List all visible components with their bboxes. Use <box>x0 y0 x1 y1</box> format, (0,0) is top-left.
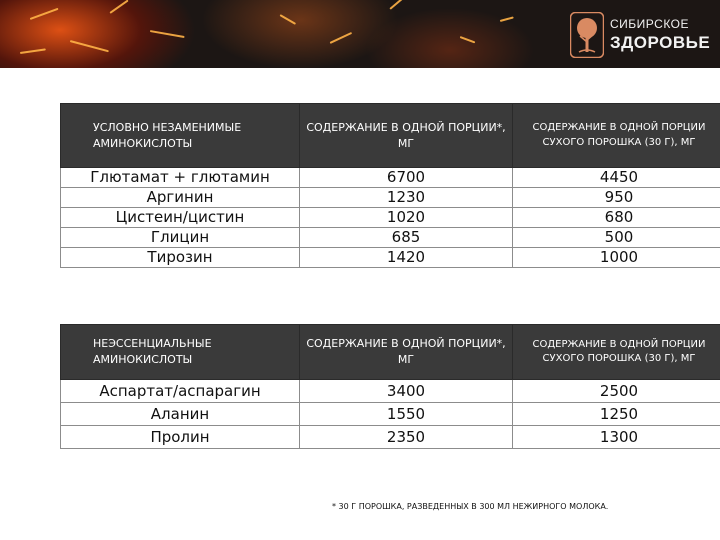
per-serving-value: 6700 <box>300 168 513 188</box>
amino-acid-name: Аланин <box>61 403 300 426</box>
footnote: * 30 Г ПОРОШКА, РАЗВЕДЕННЫХ В 300 МЛ НЕЖИРНОГО МОЛОКА. <box>332 502 609 511</box>
amino-acid-name: Глютамат + глютамин <box>61 168 300 188</box>
amino-acid-name: Тирозин <box>61 248 300 268</box>
amino-acid-name: Аспартат/аспарагин <box>61 380 300 403</box>
table-row <box>61 426 720 449</box>
dry-powder-value: 1000 <box>513 248 720 268</box>
table-row <box>61 403 720 426</box>
spark-decoration <box>109 0 128 14</box>
spark-decoration <box>500 16 514 22</box>
column-header-amino-acid: УСЛОВНО НЕЗАМЕНИМЫЕ АМИНОКИСЛОТЫ <box>61 104 300 168</box>
dry-powder-value: 950 <box>513 188 720 208</box>
dry-powder-value: 2500 <box>513 380 720 403</box>
spark-decoration <box>20 48 46 54</box>
spark-decoration <box>389 0 406 10</box>
column-header-per-serving: СОДЕРЖАНИЕ В ОДНОЙ ПОРЦИИ*, МГ <box>300 325 513 380</box>
table-row <box>61 380 720 403</box>
column-header-dry-powder: СОДЕРЖАНИЕ В ОДНОЙ ПОРЦИИ СУХОГО ПОРОШКА (30 Г), МГ <box>513 325 720 380</box>
table-header-row <box>61 325 720 380</box>
nonessential-amino-acids-table <box>60 324 720 449</box>
spark-decoration <box>30 8 59 20</box>
dry-powder-value: 1300 <box>513 426 720 449</box>
table-row <box>61 228 720 248</box>
column-header-dry-powder: СОДЕРЖАНИЕ В ОДНОЙ ПОРЦИИ СУХОГО ПОРОШКА (30 Г), МГ <box>513 104 720 168</box>
per-serving-value: 1420 <box>300 248 513 268</box>
amino-acid-name: Цистеин/цистин <box>61 208 300 228</box>
table-row <box>61 168 720 188</box>
per-serving-value: 1020 <box>300 208 513 228</box>
amino-acid-name: Глицин <box>61 228 300 248</box>
spark-decoration <box>330 32 353 44</box>
spark-decoration <box>280 14 297 25</box>
column-header-per-serving: СОДЕРЖАНИЕ В ОДНОЙ ПОРЦИИ*, МГ <box>300 104 513 168</box>
spark-decoration <box>460 36 476 43</box>
header-banner <box>0 0 720 68</box>
brand-name-line1: СИБИРСКОЕ <box>610 17 690 31</box>
dry-powder-value: 1250 <box>513 403 720 426</box>
brand-name-line2: ЗДОРОВЬЕ <box>610 33 711 52</box>
amino-acid-name: Аргинин <box>61 188 300 208</box>
dry-powder-value: 500 <box>513 228 720 248</box>
dry-powder-value: 4450 <box>513 168 720 188</box>
brand-logo <box>570 12 720 58</box>
tree-icon <box>570 12 604 58</box>
table-row <box>61 208 720 228</box>
spark-decoration <box>70 40 109 52</box>
table-row <box>61 188 720 208</box>
table-row <box>61 248 720 268</box>
per-serving-value: 3400 <box>300 380 513 403</box>
per-serving-value: 1550 <box>300 403 513 426</box>
table-header-row <box>61 104 720 168</box>
brand-name <box>610 18 710 51</box>
per-serving-value: 1230 <box>300 188 513 208</box>
column-header-amino-acid: НЕЭССЕНЦИАЛЬНЫЕ АМИНОКИСЛОТЫ <box>61 325 300 380</box>
spark-decoration <box>150 30 185 38</box>
dry-powder-value: 680 <box>513 208 720 228</box>
per-serving-value: 685 <box>300 228 513 248</box>
per-serving-value: 2350 <box>300 426 513 449</box>
conditionally-essential-amino-acids-table <box>60 103 720 268</box>
amino-acid-name: Пролин <box>61 426 300 449</box>
